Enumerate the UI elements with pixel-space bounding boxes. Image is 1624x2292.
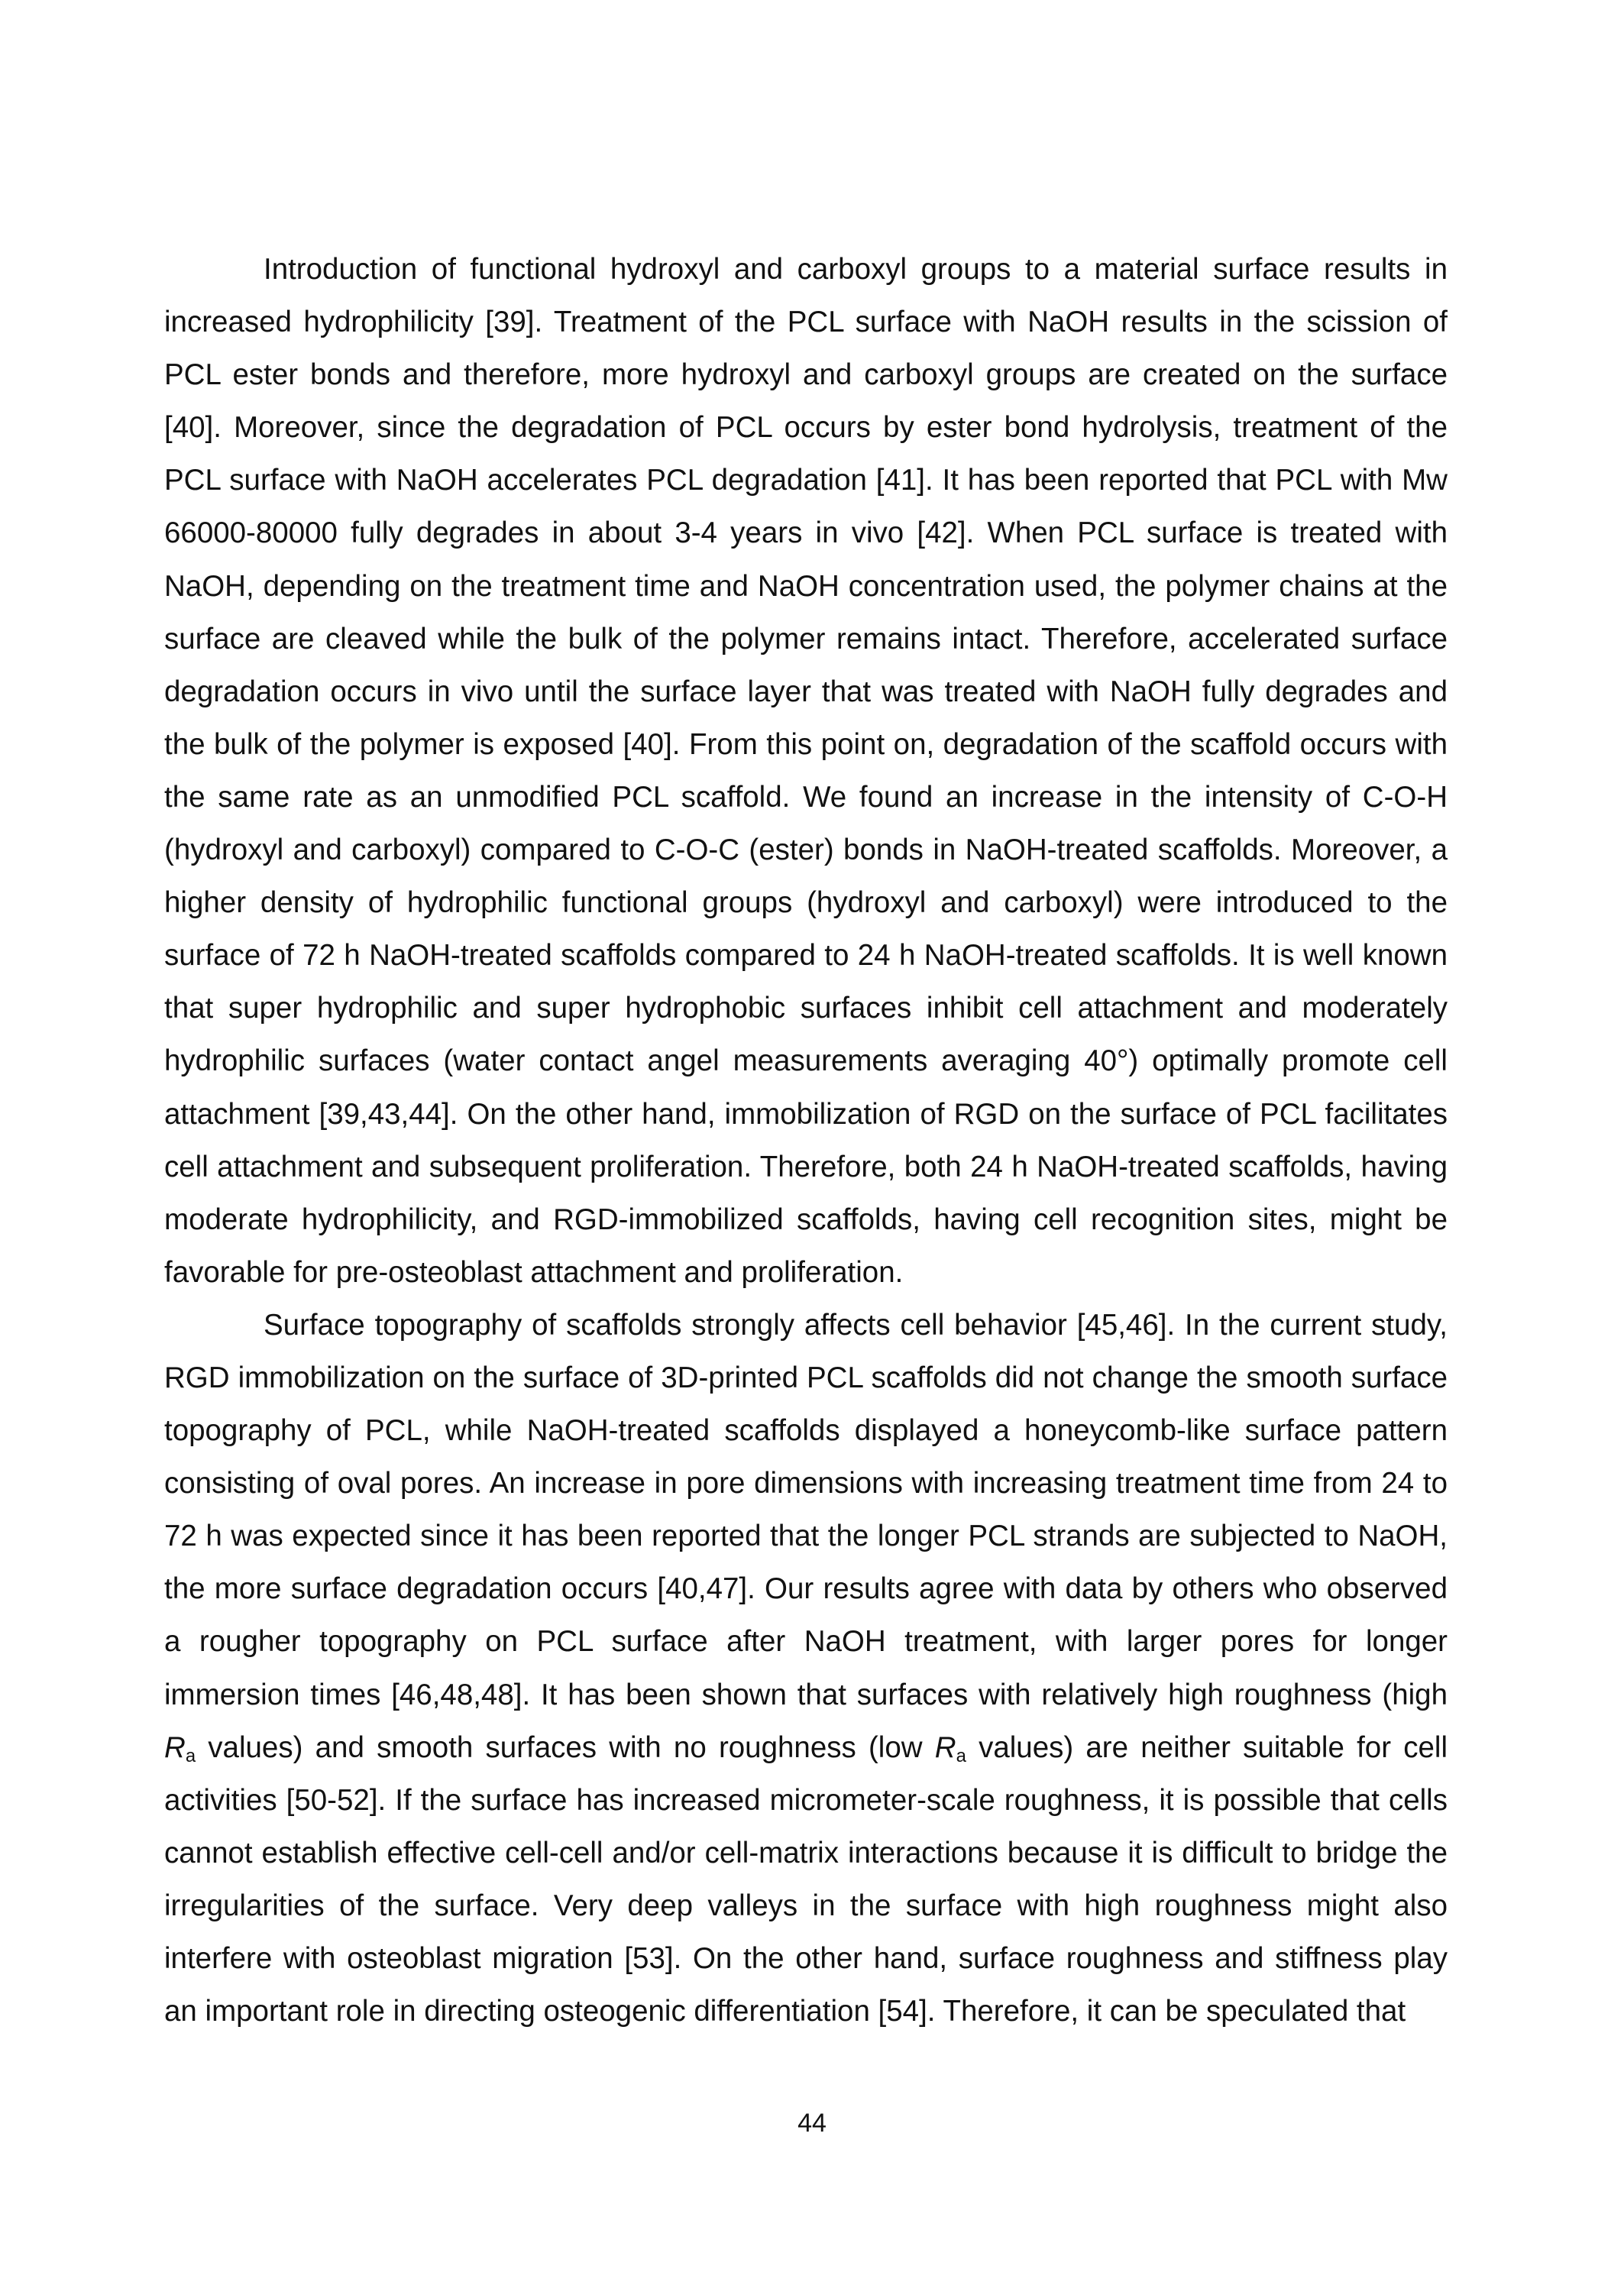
paragraph-2-part-1: Surface topography of scaffolds strongly affects cell behavior [45,46]. In the current study, RGD immobilization on the surface of 3D-printed PCL scaffolds did not change the smooth surface topography of PCL, while NaOH-treated scaffolds displayed a honeycomb-like surface pattern consisting of oval pores. An increase in pore dimensions with increasing treatment time from 24 to 72 h was expected since it has been reported that the longer PCL strands are subjected to NaOH, the more surface degradation occurs [40,47]. Our results agree with data by others who observed a rougher topography on PCL surface after NaOH treatment, with larger pores for longer immersion times [46,48,48]. It has been shown that surfaces with relatively high roughness (high <box>164 1308 1448 1711</box>
paragraph-1: Introduction of functional hydroxyl and carboxyl groups to a material surface results in increased hydrophilicity [39]. Treatment of the PCL surface with NaOH results in the scission of PCL ester bonds and therefore, more hydroxyl and carboxyl groups are created on the surface [40]. Moreover, since the degradation of PCL occurs by ester bond hydrolysis, treatment of the PCL surface with NaOH accelerates PCL degradation [41]. It has been reported that PCL with Mw 66000-80000 fully degrades in about 3-4 years in vivo [42]. When PCL surface is treated with NaOH, depending on the treatment time and NaOH concentration used, the polymer chains at the surface are cleaved while the bulk of the polymer remains intact. Therefore, accelerated surface degradation occurs in vivo until the surface layer that was treated with NaOH fully degrades and the bulk of the polymer is exposed [40]. From this point on, degradation of the scaffold occurs with the same rate as an unmodified PCL scaffold. We found an increase in the intensity of C-O-H (hydroxyl and carboxyl) compared to C-O-C (ester) bonds in NaOH-treated scaffolds. Moreover, a higher density of hydrophilic functional groups (hydroxyl and carboxyl) were introduced to the surface of 72 h NaOH-treated scaffolds compared to 24 h NaOH-treated scaffolds. It is well known that super hydrophilic and super hydrophobic surfaces inhibit cell attachment and moderately hydrophilic surfaces (water contact angel measurements averaging 40°) optimally promote cell attachment [39,43,44]. On the other hand, immobilization of RGD on the surface of PCL facilitates cell attachment and subsequent proliferation. Therefore, both 24 h NaOH-treated scaffolds, having moderate hydrophilicity, and RGD-immobilized scaffolds, having cell recognition sites, might be favorable for pre-osteoblast attachment and proliferation. <box>164 253 1448 1289</box>
ra-symbol: R <box>164 1730 186 1764</box>
ra-subscript: a <box>956 1745 966 1766</box>
ra-subscript: a <box>185 1745 196 1766</box>
ra-symbol: R <box>934 1730 956 1764</box>
body-text <box>164 243 1448 2038</box>
paragraph-2-part-2: values) and smooth surfaces with no roughness (low <box>196 1730 935 1764</box>
page-number: 44 <box>797 2109 827 2138</box>
paragraph-2 <box>164 1299 1448 2038</box>
paragraph-2-part-3: values) are neither suitable for cell activities [50-52]. If the surface has increased micrometer-scale roughness, it is possible that cells cannot establish effective cell-cell and/or cell-matrix interactions because it is difficult to bridge the irregularities of the surface. Very deep valleys in the surface with high roughness might also interfere with osteoblast migration [53]. On the other hand, surface roughness and stiffness play an important role in directing osteogenic differentiation [54]. Therefore, it can be speculated that <box>164 1730 1448 2028</box>
